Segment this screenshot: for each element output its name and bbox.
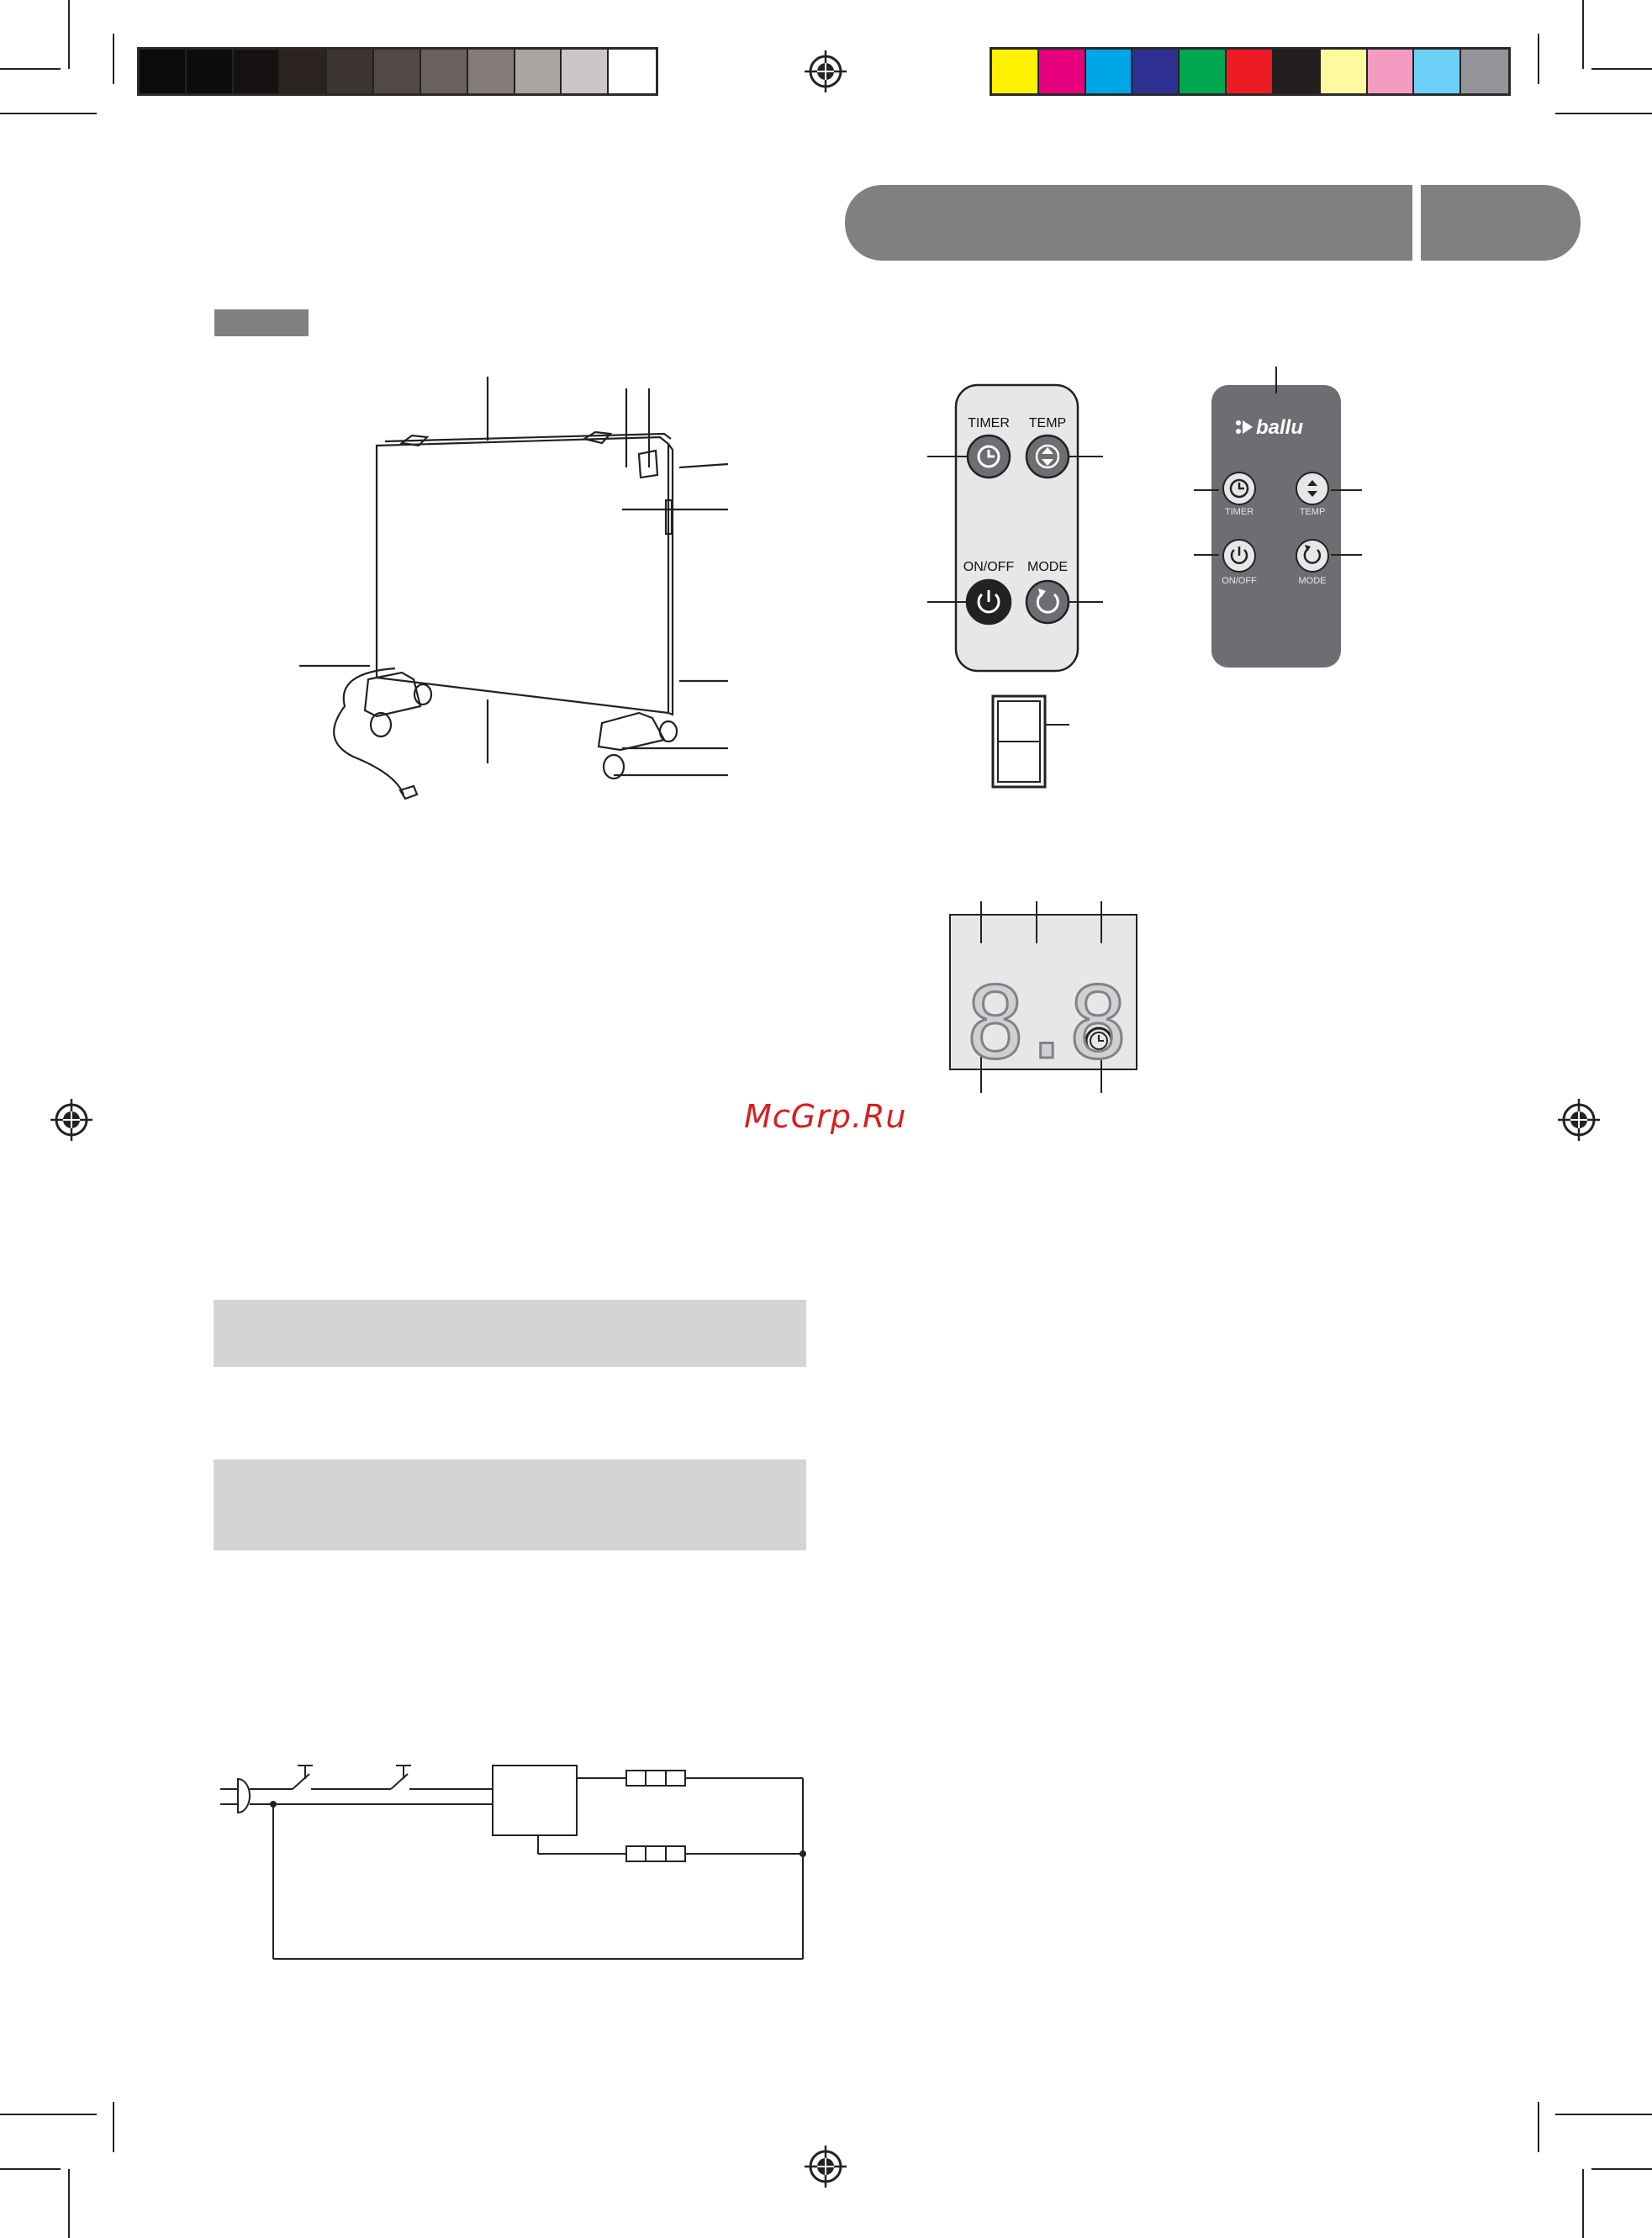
remote-mode-label: MODE (1298, 576, 1327, 586)
rocker-switch (993, 696, 1069, 787)
panel-onoff-button[interactable] (967, 580, 1011, 624)
registration-mark-top (805, 50, 847, 92)
remote-brand-logo: ballu (1256, 416, 1304, 439)
panel-timer-label: TIMER (968, 416, 1010, 430)
remote-temp-label: TEMP (1299, 507, 1326, 517)
remote-control (1194, 367, 1362, 668)
panel-mode-button[interactable] (1027, 581, 1069, 623)
remote-onoff-label: ON/OFF (1222, 576, 1257, 586)
control-panel (927, 385, 1103, 671)
wiring-diagram (220, 1766, 805, 1959)
remote-onoff-button[interactable] (1223, 540, 1255, 572)
panel-temp-label: TEMP (1028, 416, 1067, 430)
remote-temp-button[interactable] (1296, 472, 1328, 504)
lcd-digits: 8.8 (965, 965, 1120, 1081)
panel-onoff-label: ON/OFF (963, 560, 1015, 574)
panel-temp-button[interactable] (1027, 435, 1069, 478)
registration-mark-bottom (805, 2146, 847, 2188)
remote-timer-button[interactable] (1223, 472, 1255, 504)
heater-illustration (299, 377, 728, 799)
registration-mark-right (1558, 1099, 1600, 1141)
panel-timer-button[interactable] (968, 435, 1010, 478)
watermark: McGrp.Ru (744, 1098, 907, 1135)
registration-mark-left (50, 1099, 92, 1141)
panel-mode-label: MODE (1027, 560, 1068, 574)
remote-mode-button[interactable] (1296, 540, 1328, 572)
remote-timer-label: TIMER (1224, 507, 1254, 517)
